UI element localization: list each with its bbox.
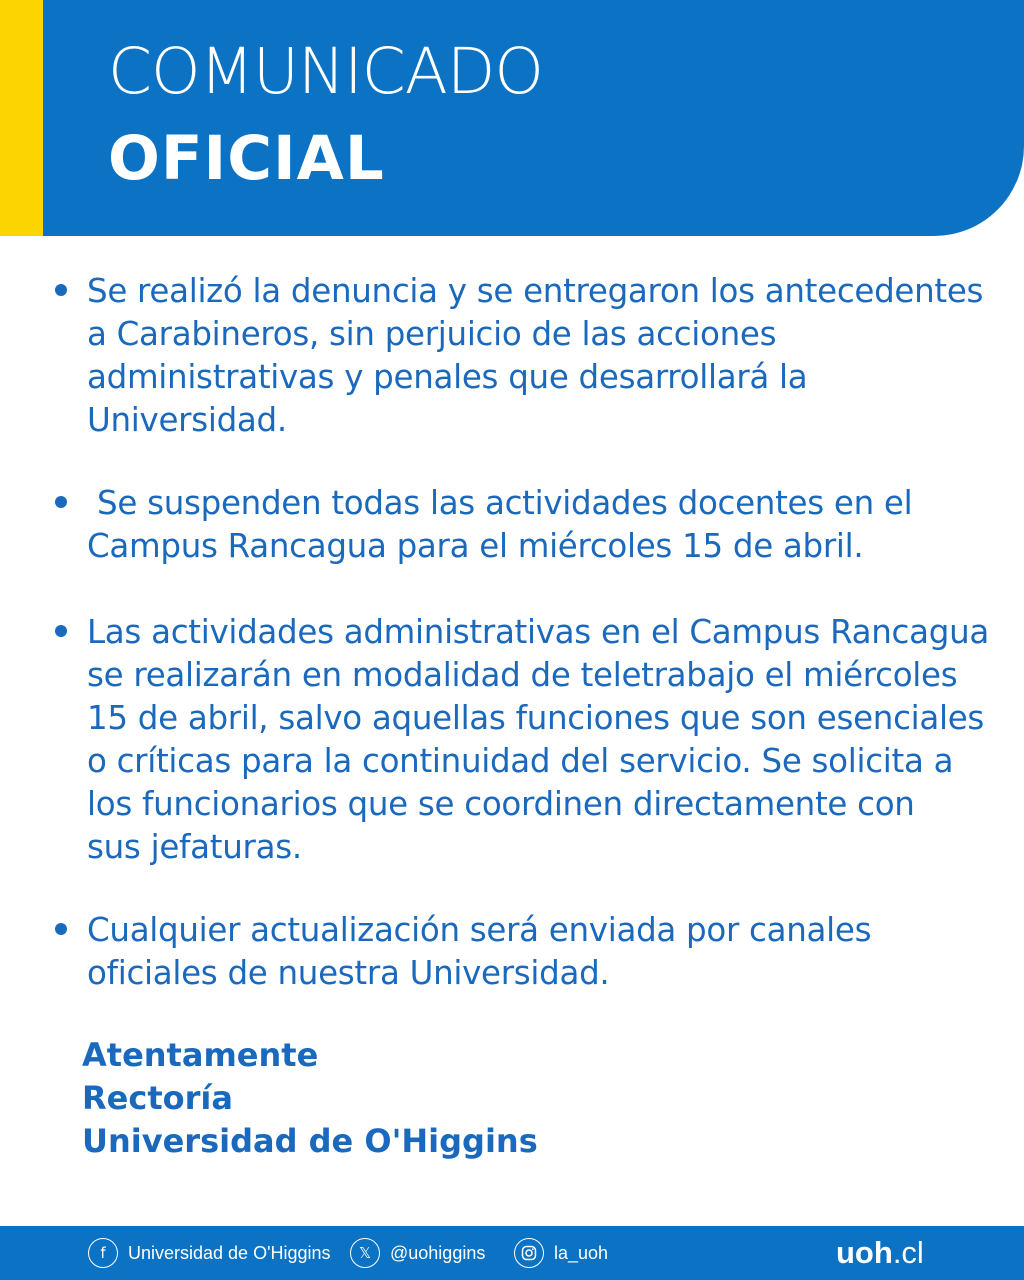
bullet-line: o críticas para la continuidad del servicio. Se solicita a [87,742,954,780]
bullet-line: los funcionarios que se coordinen directamente con [87,785,915,823]
bullet-text [87,482,1022,568]
website-brand[interactable] [836,1226,924,1280]
signature-institution: Universidad de O'Higgins [82,1122,538,1160]
bullet-dot [55,284,67,296]
bullet-dot [55,496,67,508]
bullet-dot [55,923,67,935]
signature-closing: Atentamente [82,1036,319,1074]
x-label: @uohiggins [390,1242,486,1263]
yellow-accent-bar [0,0,43,236]
instagram-label: la_uoh [554,1242,609,1263]
x-link[interactable] [350,1226,485,1280]
bullet-line: se realizarán en modalidad de teletrabajo el miércoles [87,656,958,694]
bullet-text [87,909,1022,995]
instagram-icon [514,1238,544,1268]
bullet-line: 15 de abril, salvo aquellas funciones que son esenciales [87,699,985,737]
bullet-line: Cualquier actualización será enviada por canales [87,911,872,949]
bullet-line: Se suspenden todas las actividades docentes en el [87,484,913,522]
title-comunicado: COMUNICADO [108,35,543,108]
title-oficial: OFICIAL [108,123,385,194]
facebook-icon: f [88,1238,118,1268]
bullet-line: a Carabineros, sin perjuicio de las acciones [87,315,777,353]
facebook-label: Universidad de O'Higgins [128,1242,331,1263]
instagram-link[interactable] [514,1226,608,1280]
bullet-line: oficiales de nuestra Universidad. [87,954,610,992]
header-banner [0,0,1024,236]
bullet-line: Se realizó la denuncia y se entregaron los antecedentes [87,272,984,310]
signature-block [82,1034,538,1163]
brand-name: uoh [836,1235,893,1270]
footer-bar [0,1226,1024,1280]
x-icon: 𝕏 [350,1238,380,1268]
bullet-line: Campus Rancagua para el miércoles 15 de abril. [87,527,864,565]
brand-domain: .cl [892,1235,924,1270]
signature-office: Rectoría [82,1079,233,1117]
bullet-text [87,270,1022,442]
bullet-line: Universidad. [87,401,287,439]
facebook-link[interactable] [88,1226,331,1280]
bullet-dot [55,625,67,637]
bullet-line: sus jefaturas. [87,828,302,866]
bullet-line: administrativas y penales que desarrollará la [87,358,808,396]
bullet-text [87,611,1022,869]
bullet-line: Las actividades administrativas en el Campus Rancagua [87,613,989,651]
